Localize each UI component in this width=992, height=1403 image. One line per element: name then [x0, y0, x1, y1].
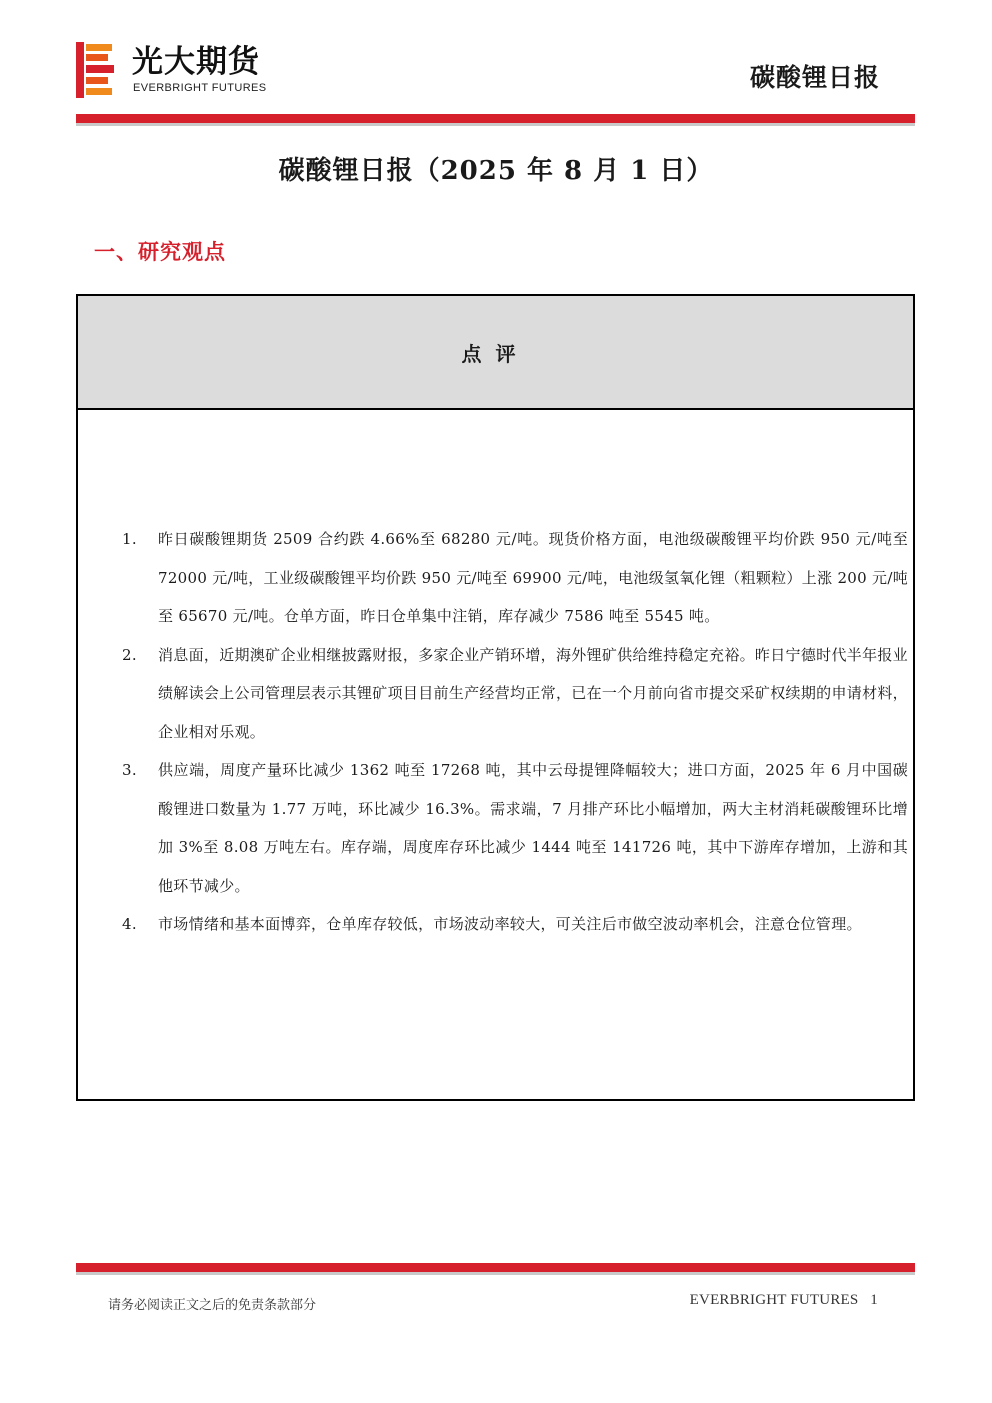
footer-brand-page — [690, 1292, 878, 1309]
commentary-list — [122, 520, 908, 944]
item-text: 消息面，近期澳矿企业相继披露财报，多家企业产销环增，海外锂矿供给维持稳定充裕。昨日宁德时代半年报业绩解读会上公司管理层表示其锂矿项目目前生产经营均正常，已在一个月前向省市提交采矿权续期的申请材料，企业相对乐观。 — [158, 645, 908, 741]
everbright-logo-icon — [76, 42, 116, 98]
item-number: 4. — [122, 915, 137, 933]
item-text: 市场情绪和基本面博弈，仓单库存较低，市场波动率较大，可关注后市做空波动率机会，注意仓位管理。 — [158, 915, 862, 933]
commentary-table — [76, 294, 915, 1101]
commentary-item — [122, 905, 908, 944]
commentary-item — [122, 751, 908, 905]
item-number: 2. — [122, 645, 137, 664]
header-divider — [76, 114, 915, 126]
footer-brand: EVERBRIGHT FUTURES — [689, 1292, 859, 1308]
item-number: 1. — [122, 530, 137, 548]
item-text: 昨日碳酸锂期货 2509 合约跌 4.66%至 68280 元/吨。现货价格方面，电池级碳酸锂平均价跌 950 元/吨至 72000 元/吨，工业级碳酸锂平均价跌 950 元/吨至 69900 元/吨，电池级氢氧化锂（粗颗粒）上涨 200 元/吨至 65670 元/吨。仓单方面，昨日仓单集中注销，库存减少 7586 吨至 5545 吨。 — [158, 530, 908, 625]
document-title: 碳酸锂日报（2025 年 8 月 1 日） — [278, 156, 714, 186]
section-heading: 一、研究观点 — [94, 240, 226, 264]
commentary-item — [122, 520, 908, 636]
page-number: 1 — [870, 1292, 878, 1308]
commentary-heading: 点评 — [461, 341, 530, 366]
commentary-item — [122, 636, 908, 752]
item-number: 3. — [122, 761, 137, 779]
footer-disclaimer: 请务必阅读正文之后的免责条款部分 — [108, 1298, 317, 1313]
report-type-label: 碳酸锂日报 — [749, 63, 880, 92]
company-logo — [76, 42, 316, 100]
logo-english-name: EVERBRIGHT FUTURES — [133, 82, 267, 94]
footer-divider — [76, 1263, 915, 1275]
logo-chinese-name: 光大期货 — [132, 44, 260, 80]
item-text: 供应端，周度产量环比减少 1362 吨至 17268 吨，其中云母提锂降幅较大；进口方面，2025 年 6 月中国碳酸锂进口数量为 1.77 万吨，环比减少 16.3%。需求端，7 月排产环比小幅增加，两大主材消耗碳酸锂环比增加 3%至 8.08 万吨左右。库存端，周度库存环比减少 1444 吨至 141726 吨，其中下游库存增加，上游和其他环节减少。 — [158, 761, 908, 895]
commentary-header — [78, 296, 913, 410]
